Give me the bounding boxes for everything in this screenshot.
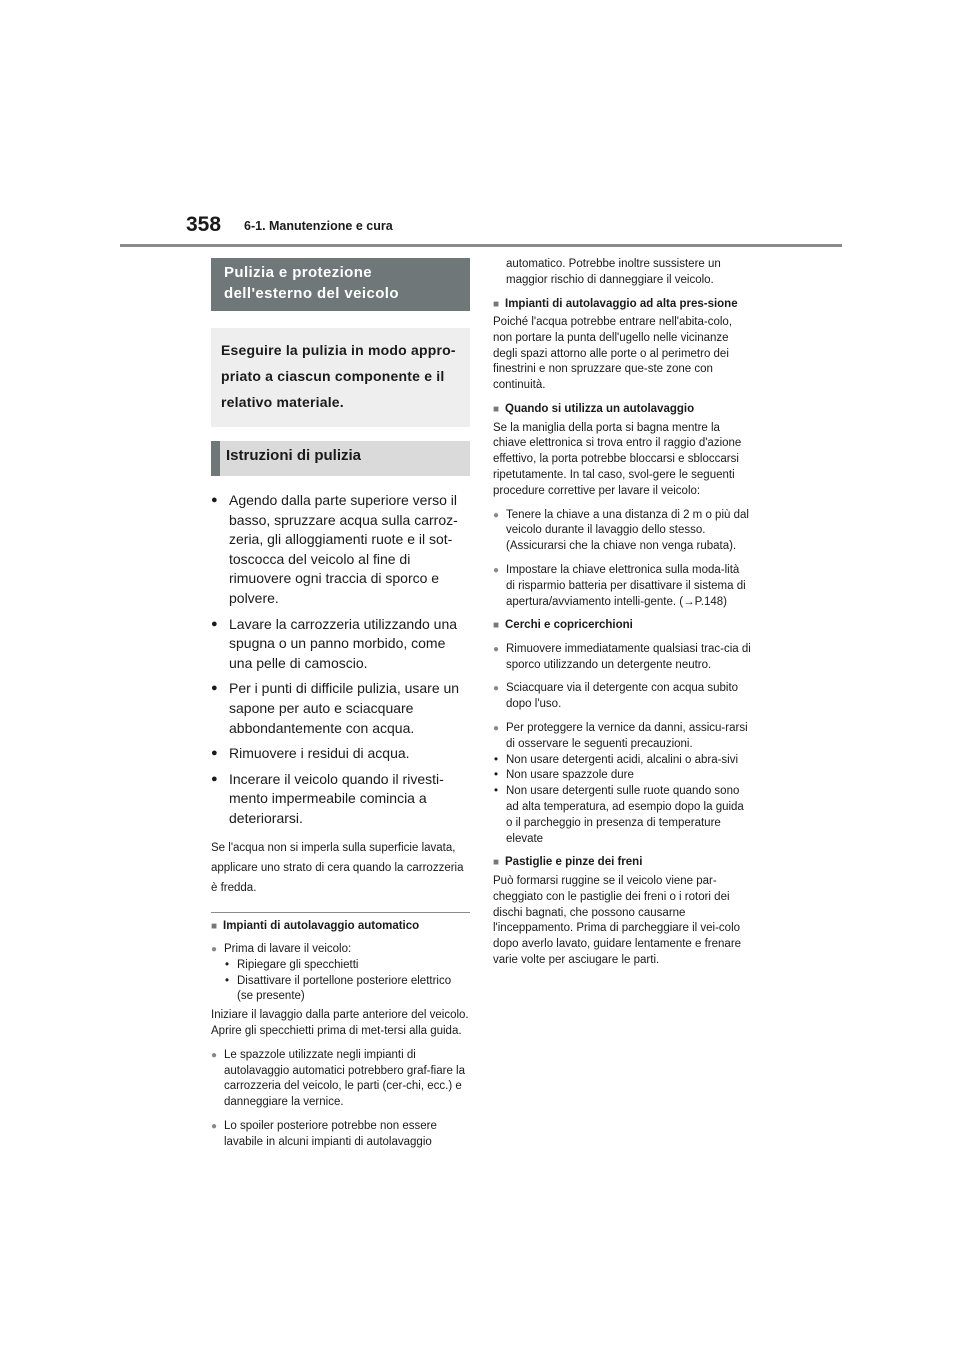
chapter-title: 6-1. Manutenzione e cura [244,219,393,233]
dash-list [493,753,751,848]
bullet-text: Prima di lavare il veicolo: [224,943,352,955]
right-column [493,257,751,969]
wheels-heading: ■ Cerchi e copricerchioni [493,618,751,634]
auto-wash-bullet: ● Le spazzole utilizzate negli impianti di autolavaggio automatici potrebbero graf-fiare la carrozzeria del veicolo, le parti (cer-chi, ecc.) e danneggiare la vernice. [211,1048,470,1111]
key-wash-bullet: ● Impostare la chiave elettronica sulla moda-lità di risparmio batteria per disattivare il sistema di apertura/avviamento intelli-gente. (→P.148) [493,563,751,610]
high-pressure-paragraph: Poiché l'acqua potrebbe entrare nell'abita-colo, non portare la punta dell'ugello nelle vicinanze degli spazi attorno alle porte o al perimetro dei finestrini e non spruzzare que-ste zone con continuità. [493,316,733,392]
page-number: 358 [186,213,222,236]
continuation-text: automatico. Potrebbe inoltre sussistere un maggior rischio di danneggiare il veicolo. [506,258,721,286]
dash-item: • Non usare detergenti sulle ruote quando sono ad alta temperatura, ad esempio dopo la guida o il parcheggio in presenza di temperature elevate [493,784,751,847]
wheels-bullet [493,721,751,753]
dash-list [224,958,470,1005]
wheels-bullet: ● Sciacquare via il detergente con acqua subito dopo l'uso. [493,681,751,713]
section-banner: Pulizia e protezione dell'esterno del veicolo [211,258,470,311]
dash-item: • Non usare detergenti acidi, alcalini o abra-sivi [493,753,751,769]
key-wash-paragraph: Se la maniglia della porta si bagna mentre la chiave elettronica si trova entro il raggio d'azione effettivo, la porta potrebbe bloccarsi e sbloccarsi ripetutamente. In tal caso, svol-gere le seguenti procedure correttive per lavare il veicolo: [493,421,742,497]
wheels-bullet: ● Rimuovere immediatamente qualsiasi trac-cia di sporco utilizzando un detergente neutro. [493,642,751,674]
key-wash-heading: ■ Quando si utilizza un autolavaggio [493,402,751,418]
brakes-heading: ■ Pastiglie e pinze dei freni [493,855,751,871]
list-item: ● Lavare la carrozzeria utilizzando una spugna o un panno morbido, come una pelle di camoscio. [211,615,470,674]
auto-wash-bullet [211,942,470,1005]
auto-wash-paragraph: Iniziare il lavaggio dalla parte anteriore del veicolo. Aprire gli specchietti prima di met-tersi alla guida. [211,1009,469,1037]
auto-wash-bullet: ● Lo spoiler posteriore potrebbe non essere lavabile in alcuni impianti di autolavaggio [211,1119,470,1151]
list-item: ● Rimuovere i residui di acqua. [211,744,470,764]
list-item: ● Incerare il veicolo quando il rivesti-mento impermeabile comincia a deteriorarsi. [211,770,470,829]
brakes-paragraph: Può formarsi ruggine se il veicolo viene par-cheggiato con le pastiglie dei freni o i rotori dei dischi bagnati, che possono causarne l'inceppamento. Prima di parcheggiare il vei-colo dopo averlo lavato, guidare lentamente e frenare varie volte per asciugare le parti. [493,874,742,966]
wax-note: Se l'acqua non si imperla sulla superficie lavata, applicare uno strato di cera quando la carrozzeria è fredda. [211,841,464,894]
high-pressure-heading: ■ Impianti di autolavaggio ad alta pres-sione [493,297,751,313]
column-rule [211,912,470,913]
header-rule [120,244,842,247]
left-column [211,258,470,1151]
list-item: ● Agendo dalla parte superiore verso il basso, spruzzare acqua sulla carroz-zeria, gli alloggiamenti ruote e il sot-toscocca del veicolo al fine di rimuovere ogni traccia di sporco e polvere. [211,491,470,609]
dash-item: • Non usare spazzole dure [493,768,751,784]
key-wash-bullet: ● Tenere la chiave a una distanza di 2 m o più dal veicolo durante il lavaggio dello stesso. (Assicurarsi che la chiave non venga rubata). [493,508,751,555]
auto-wash-heading: ■ Impianti di autolavaggio automatico [211,919,470,935]
cleaning-steps-list [211,491,470,829]
dash-item: • Disattivare il portellone posteriore elettrico (se presente) [224,974,470,1006]
bullet-text: Per proteggere la vernice da danni, assicu-rarsi di osservare le seguenti precauzioni. [506,722,748,750]
list-item: ● Per i punti di difficile pulizia, usare un sapone per auto e sciacquare abbondantemente con acqua. [211,679,470,738]
cleaning-instructions-title: Istruzioni di pulizia [211,441,470,476]
dash-item: • Ripiegare gli specchietti [224,958,470,974]
intro-box: Eseguire la pulizia in modo appro-priato a ciascun componente e il relativo materiale. [211,328,470,427]
